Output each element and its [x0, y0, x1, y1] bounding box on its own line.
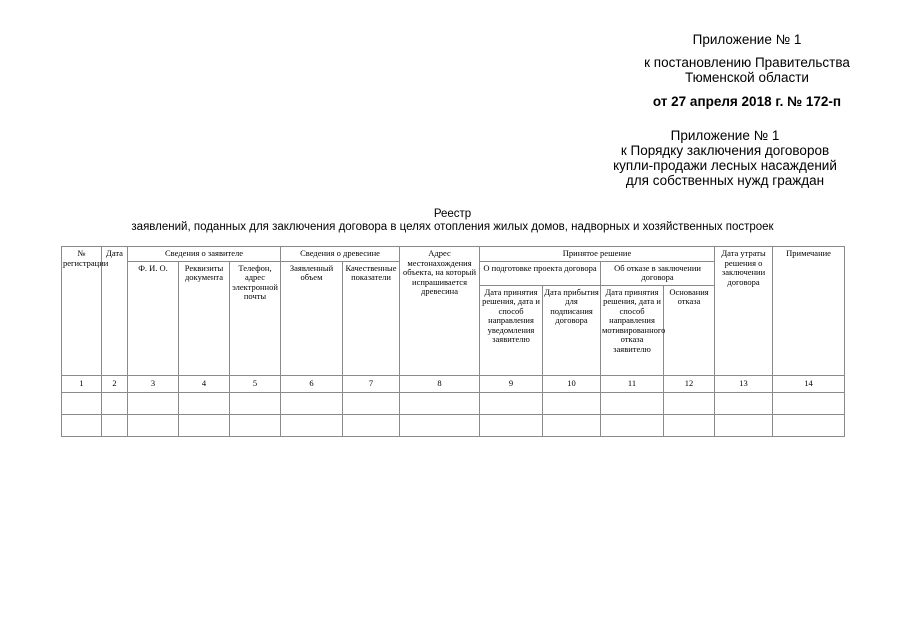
- empty-cell: [62, 414, 102, 436]
- empty-cell: [664, 392, 715, 414]
- empty-cell: [281, 414, 343, 436]
- header-refusal-reason: Основания отказа: [664, 285, 715, 375]
- empty-cell: [400, 414, 480, 436]
- appendix-2-line2: к Порядку заключения договоров: [620, 143, 830, 158]
- empty-cell: [102, 392, 128, 414]
- header-registration-number: № регистрации: [62, 247, 102, 376]
- header-fio: Ф. И. О.: [128, 261, 179, 375]
- empty-cell: [128, 392, 179, 414]
- empty-cell: [543, 392, 601, 414]
- empty-cell: [480, 414, 543, 436]
- header-applicant-info: Сведения о заявителе: [128, 247, 281, 262]
- header-row-1: [62, 247, 845, 262]
- column-number: 2: [102, 375, 128, 392]
- registry-title: Реестр: [433, 208, 472, 220]
- column-number: 13: [715, 375, 773, 392]
- column-number: 3: [128, 375, 179, 392]
- appendix-1-title: Приложение № 1: [692, 32, 802, 47]
- empty-cell: [128, 414, 179, 436]
- column-number: 6: [281, 375, 343, 392]
- empty-cell: [715, 414, 773, 436]
- column-number: 7: [343, 375, 400, 392]
- column-number: 8: [400, 375, 480, 392]
- empty-cell: [601, 414, 664, 436]
- appendix-2-line3: купли-продажи лесных насаждений: [613, 158, 837, 173]
- column-number: 9: [480, 375, 543, 392]
- empty-cell: [664, 414, 715, 436]
- header-phone-email: Телефон, адрес электронной почты: [230, 261, 281, 375]
- empty-cell: [773, 414, 845, 436]
- empty-cell: [480, 392, 543, 414]
- registry-subtitle: заявлений, поданных для заключения договора в целях отопления жилых домов, надворных и хозяйственных построек: [131, 221, 774, 233]
- empty-cell: [400, 392, 480, 414]
- empty-cell: [179, 414, 230, 436]
- empty-cell: [179, 392, 230, 414]
- column-number-row: [62, 375, 845, 392]
- header-contract-preparation: О подготовке проекта договора: [480, 261, 601, 285]
- empty-cell: [601, 392, 664, 414]
- header-object-address: Адрес местонахождения объекта, на который испрашивается древесина: [400, 247, 480, 376]
- appendix-2-title: Приложение № 1: [670, 128, 780, 143]
- header-quality-indicators: Качественные показатели: [343, 261, 400, 375]
- header-decision: Принятое решение: [480, 247, 715, 262]
- appendix-procedure: [605, 128, 845, 188]
- appendix-1-line2: к постановлению Правительства: [644, 55, 850, 70]
- appendix-1-line3: Тюменской области: [685, 70, 809, 85]
- empty-cell: [343, 392, 400, 414]
- appendix-government-decree: [637, 32, 857, 109]
- column-number: 10: [543, 375, 601, 392]
- empty-cell: [715, 392, 773, 414]
- empty-row: [62, 392, 845, 414]
- empty-cell: [773, 392, 845, 414]
- column-number: 1: [62, 375, 102, 392]
- registry-heading: [0, 208, 905, 234]
- header-arrival-date: Дата прибытия для подписания договора: [543, 285, 601, 375]
- header-date: Дата: [102, 247, 128, 376]
- empty-cell: [62, 392, 102, 414]
- column-number: 11: [601, 375, 664, 392]
- column-number: 4: [179, 375, 230, 392]
- appendix-1-date-number: от 27 апреля 2018 г. № 172-п: [652, 94, 842, 109]
- header-declared-volume: Заявленный объем: [281, 261, 343, 375]
- empty-row: [62, 414, 845, 436]
- appendix-2-line4: для собственных нужд граждан: [625, 173, 825, 188]
- registry-table: [61, 246, 845, 437]
- header-preparation-decision-date: Дата принятия решения, дата и способ направления уведомления заявителю: [480, 285, 543, 375]
- empty-cell: [102, 414, 128, 436]
- empty-cell: [343, 414, 400, 436]
- header-refusal-decision-date: Дата принятия решения, дата и способ направления мотивированного отказа заявителю: [601, 285, 664, 375]
- header-contract-refusal: Об отказе в заключении договора: [601, 261, 715, 285]
- header-document-details: Реквизиты документа: [179, 261, 230, 375]
- empty-cell: [281, 392, 343, 414]
- column-number: 5: [230, 375, 281, 392]
- header-note: Примечание: [773, 247, 845, 376]
- empty-cell: [543, 414, 601, 436]
- header-wood-info: Сведения о древесине: [281, 247, 400, 262]
- empty-cell: [230, 414, 281, 436]
- empty-cell: [230, 392, 281, 414]
- column-number: 14: [773, 375, 845, 392]
- column-number: 12: [664, 375, 715, 392]
- header-loss-date: Дата утраты решения о заключении договора: [715, 247, 773, 376]
